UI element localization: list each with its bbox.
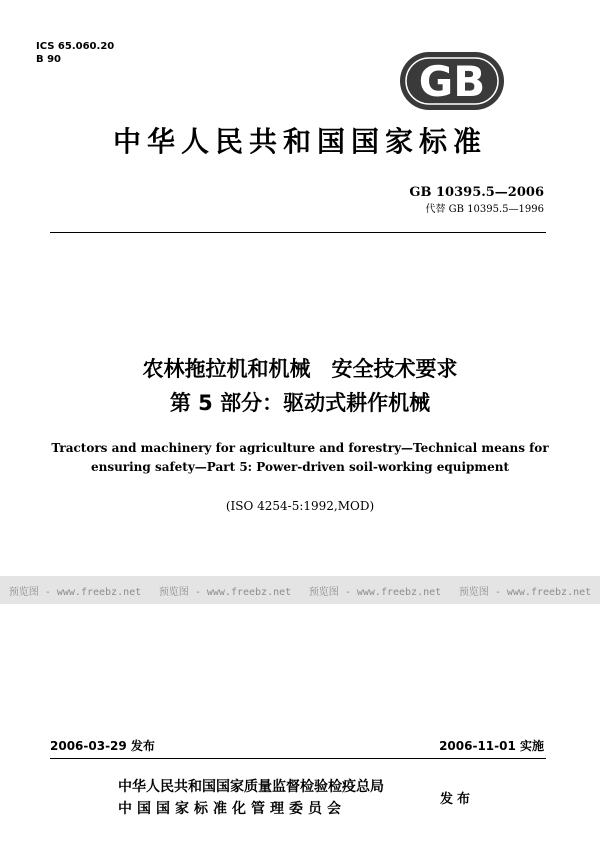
issuer-line2: 中国国家标准化管理委员会	[118, 801, 346, 817]
document-title-zh	[40, 352, 560, 420]
implement-date: 2006-11-01 实施	[439, 739, 544, 753]
classification-codes	[36, 40, 114, 66]
replaces-standard: 代替 GB 10395.5—1996	[425, 204, 544, 215]
standard-title: 中华人民共和国国家标准	[112, 125, 487, 158]
title-zh-line1: 农林拖拉机和机械 安全技术要求	[142, 357, 458, 381]
document-title-en	[40, 439, 560, 477]
ics-code: ICS 65.060.20	[36, 41, 115, 52]
standard-number-block	[409, 185, 544, 215]
watermark-banner	[0, 576, 600, 604]
top-divider	[50, 232, 546, 233]
gb-logo-text: GB	[418, 57, 486, 106]
publish-date: 2006-03-29 发布	[50, 739, 155, 753]
issue-label: 发布	[440, 792, 475, 807]
title-zh-line2: 第 5 部分：驱动式耕作机械	[169, 391, 431, 415]
iso-reference: (ISO 4254-5:1992,MOD)	[225, 499, 375, 513]
bottom-divider	[50, 758, 546, 759]
watermark-text: 预览图 - www.freebz.net	[458, 586, 592, 598]
ccs-code: B 90	[36, 54, 62, 65]
standard-number: GB 10395.5—2006	[409, 185, 544, 200]
title-en-line1: Tractors and machinery for agriculture and forestry—Technical means for	[51, 441, 549, 455]
watermark-text: 预览图 - www.freebz.net	[158, 586, 292, 598]
issuer-line1: 中华人民共和国国家质量监督检验检疫总局	[118, 779, 384, 795]
watermark-text: 预览图 - www.freebz.net	[308, 586, 442, 598]
gb-logo	[398, 50, 506, 112]
issuing-authorities	[118, 776, 384, 820]
title-en-line2: ensuring safety—Part 5: Power-driven soil-working equipment	[90, 460, 510, 474]
watermark-text: 预览图 - www.freebz.net	[8, 586, 142, 598]
